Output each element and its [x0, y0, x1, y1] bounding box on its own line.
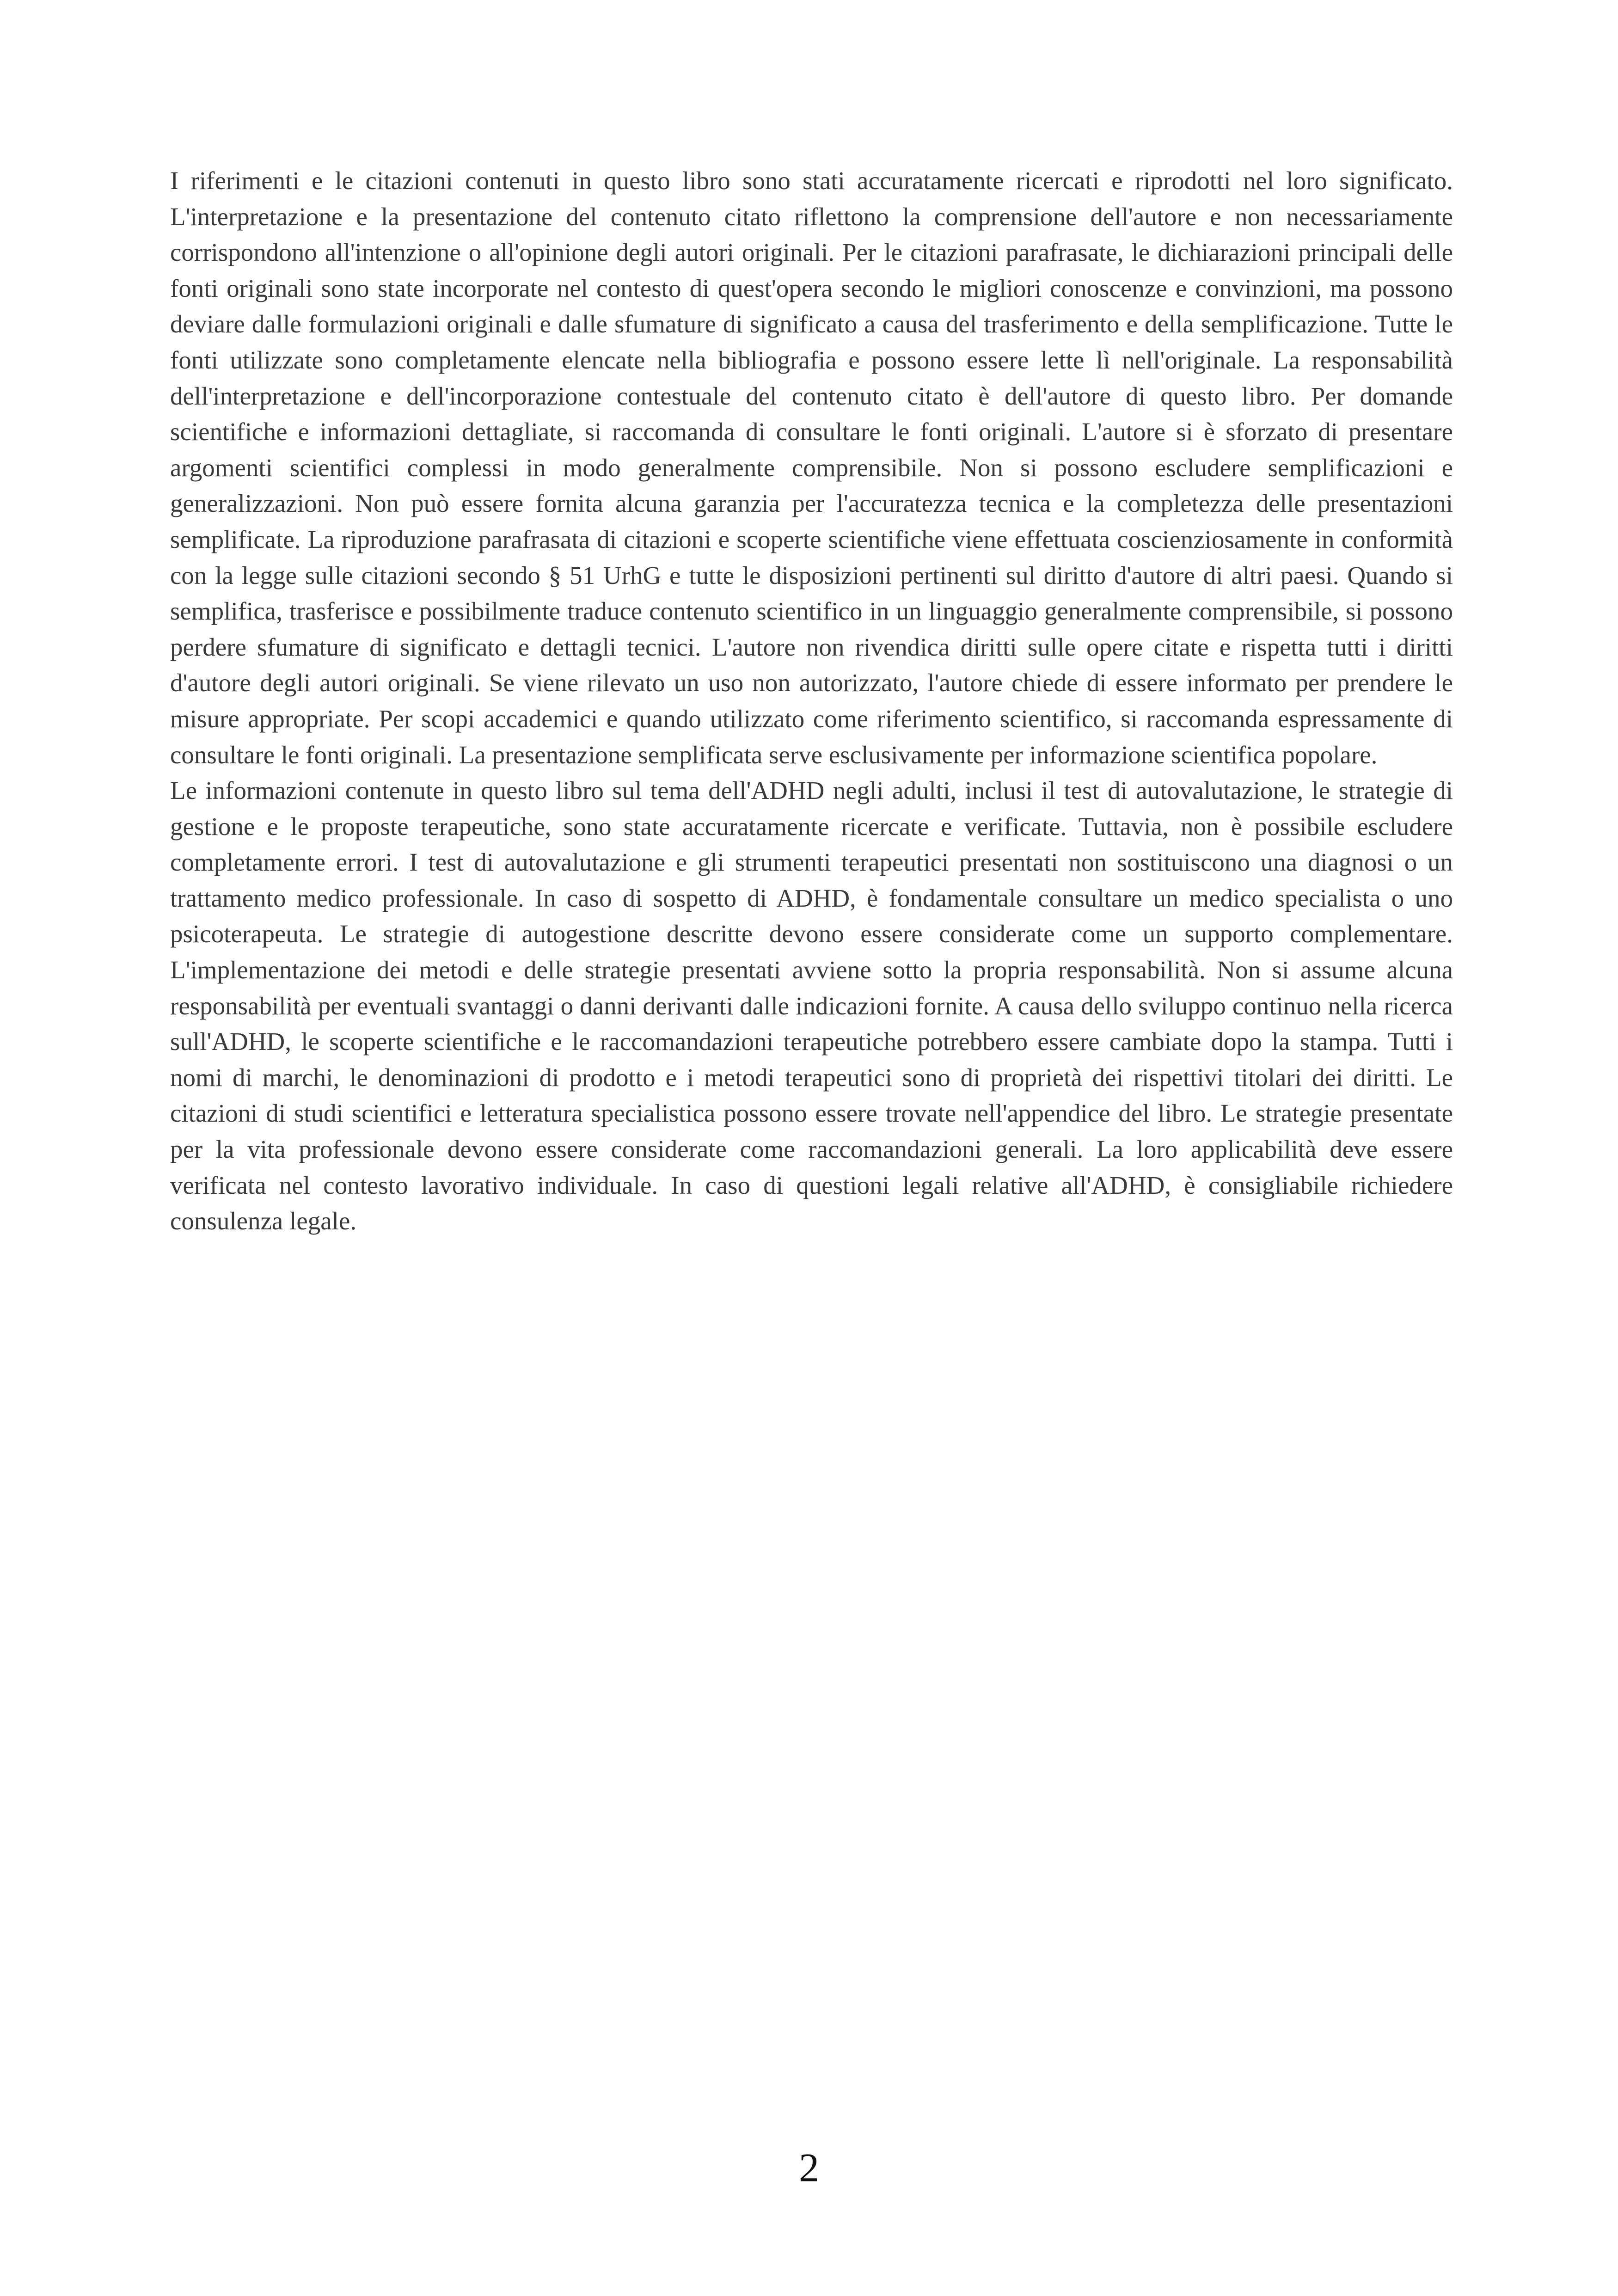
paragraph-citations-disclaimer: I riferimenti e le citazioni contenuti in questo libro sono stati accuratamente ricercati e riprodotti nel loro significato. L'interpretazione e la presentazione del contenuto citato riflettono la comprensione dell'autore e non necessariamente corrispondono all'intenzione o all'opinione degli autori originali. Per le citazioni parafrasate, le dichiarazioni principali delle fonti originali sono state incorporate nel contesto di quest'opera secondo le migliori conoscenze e convinzioni, ma possono deviare dalle formulazioni originali e dalle sfumature di significato a causa del trasferimento e della semplificazione. Tutte le fonti utilizzate sono completamente elencate nella bibliografia e possono essere lette lì nell'originale. La responsabilità dell'interpretazione e dell'incorporazione contestuale del contenuto citato è dell'autore di questo libro. Per domande scientifiche e informazioni dettagliate, si raccomanda di consultare le fonti originali. L'autore si è sforzato di presentare argomenti scientifici complessi in modo generalmente comprensibile. Non si possono escludere semplificazioni e generalizzazioni. Non può essere fornita alcuna garanzia per l'accuratezza tecnica e la completezza delle presentazioni semplificate. La riproduzione parafrasata di citazioni e scoperte scientifiche viene effettuata coscienziosamente in conformità con la legge sulle citazioni secondo § 51 UrhG e tutte le disposizioni pertinenti sul diritto d'autore di altri paesi. Quando si semplifica, trasferisce e possibilmente traduce contenuto scientifico in un linguaggio generalmente comprensibile, si possono perdere sfumature di significato e dettagli tecnici. L'autore non rivendica diritti sulle opere citate e rispetta tutti i diritti d'autore degli autori originali. Se viene rilevato un uso non autorizzato, l'autore chiede di essere informato per prendere le misure appropriate. Per scopi accademici e quando utilizzato come riferimento scientifico, si raccomanda espressamente di consultare le fonti originali. La presentazione semplificata serve esclusivamente per informazione scientifica popolare.	[170, 166, 1453, 769]
disclaimer-text-body	[170, 163, 1453, 1239]
page-number: 2	[799, 2146, 819, 2191]
paragraph-medical-disclaimer: Le informazioni contenute in questo libro sul tema dell'ADHD negli adulti, inclusi il test di autovalutazione, le strategie di gestione e le proposte terapeutiche, sono state accuratamente ricercate e verificate. Tuttavia, non è possibile escludere completamente errori. I test di autovalutazione e gli strumenti terapeutici presentati non sostituiscono una diagnosi o un trattamento medico professionale. In caso di sospetto di ADHD, è fondamentale consultare un medico specialista o uno psicoterapeuta. Le strategie di autogestione descritte devono essere considerate come un supporto complementare. L'implementazione dei metodi e delle strategie presentati avviene sotto la propria responsabilità. Non si assume alcuna responsabilità per eventuali svantaggi o danni derivanti dalle indicazioni fornite. A causa dello sviluppo continuo nella ricerca sull'ADHD, le scoperte scientifiche e le raccomandazioni terapeutiche potrebbero essere cambiate dopo la stampa. Tutti i nomi di marchi, le denominazioni di prodotto e i metodi terapeutici sono di proprietà dei rispettivi titolari dei diritti. Le citazioni di studi scientifici e letteratura specialistica possono essere trovate nell'appendice del libro. Le strategie presentate per la vita professionale devono essere considerate come raccomandazioni generali. La loro applicabilità deve essere verificata nel contesto lavorativo individuale. In caso di questioni legali relative all'ADHD, è consigliabile richiedere consulenza legale.	[170, 776, 1453, 1235]
